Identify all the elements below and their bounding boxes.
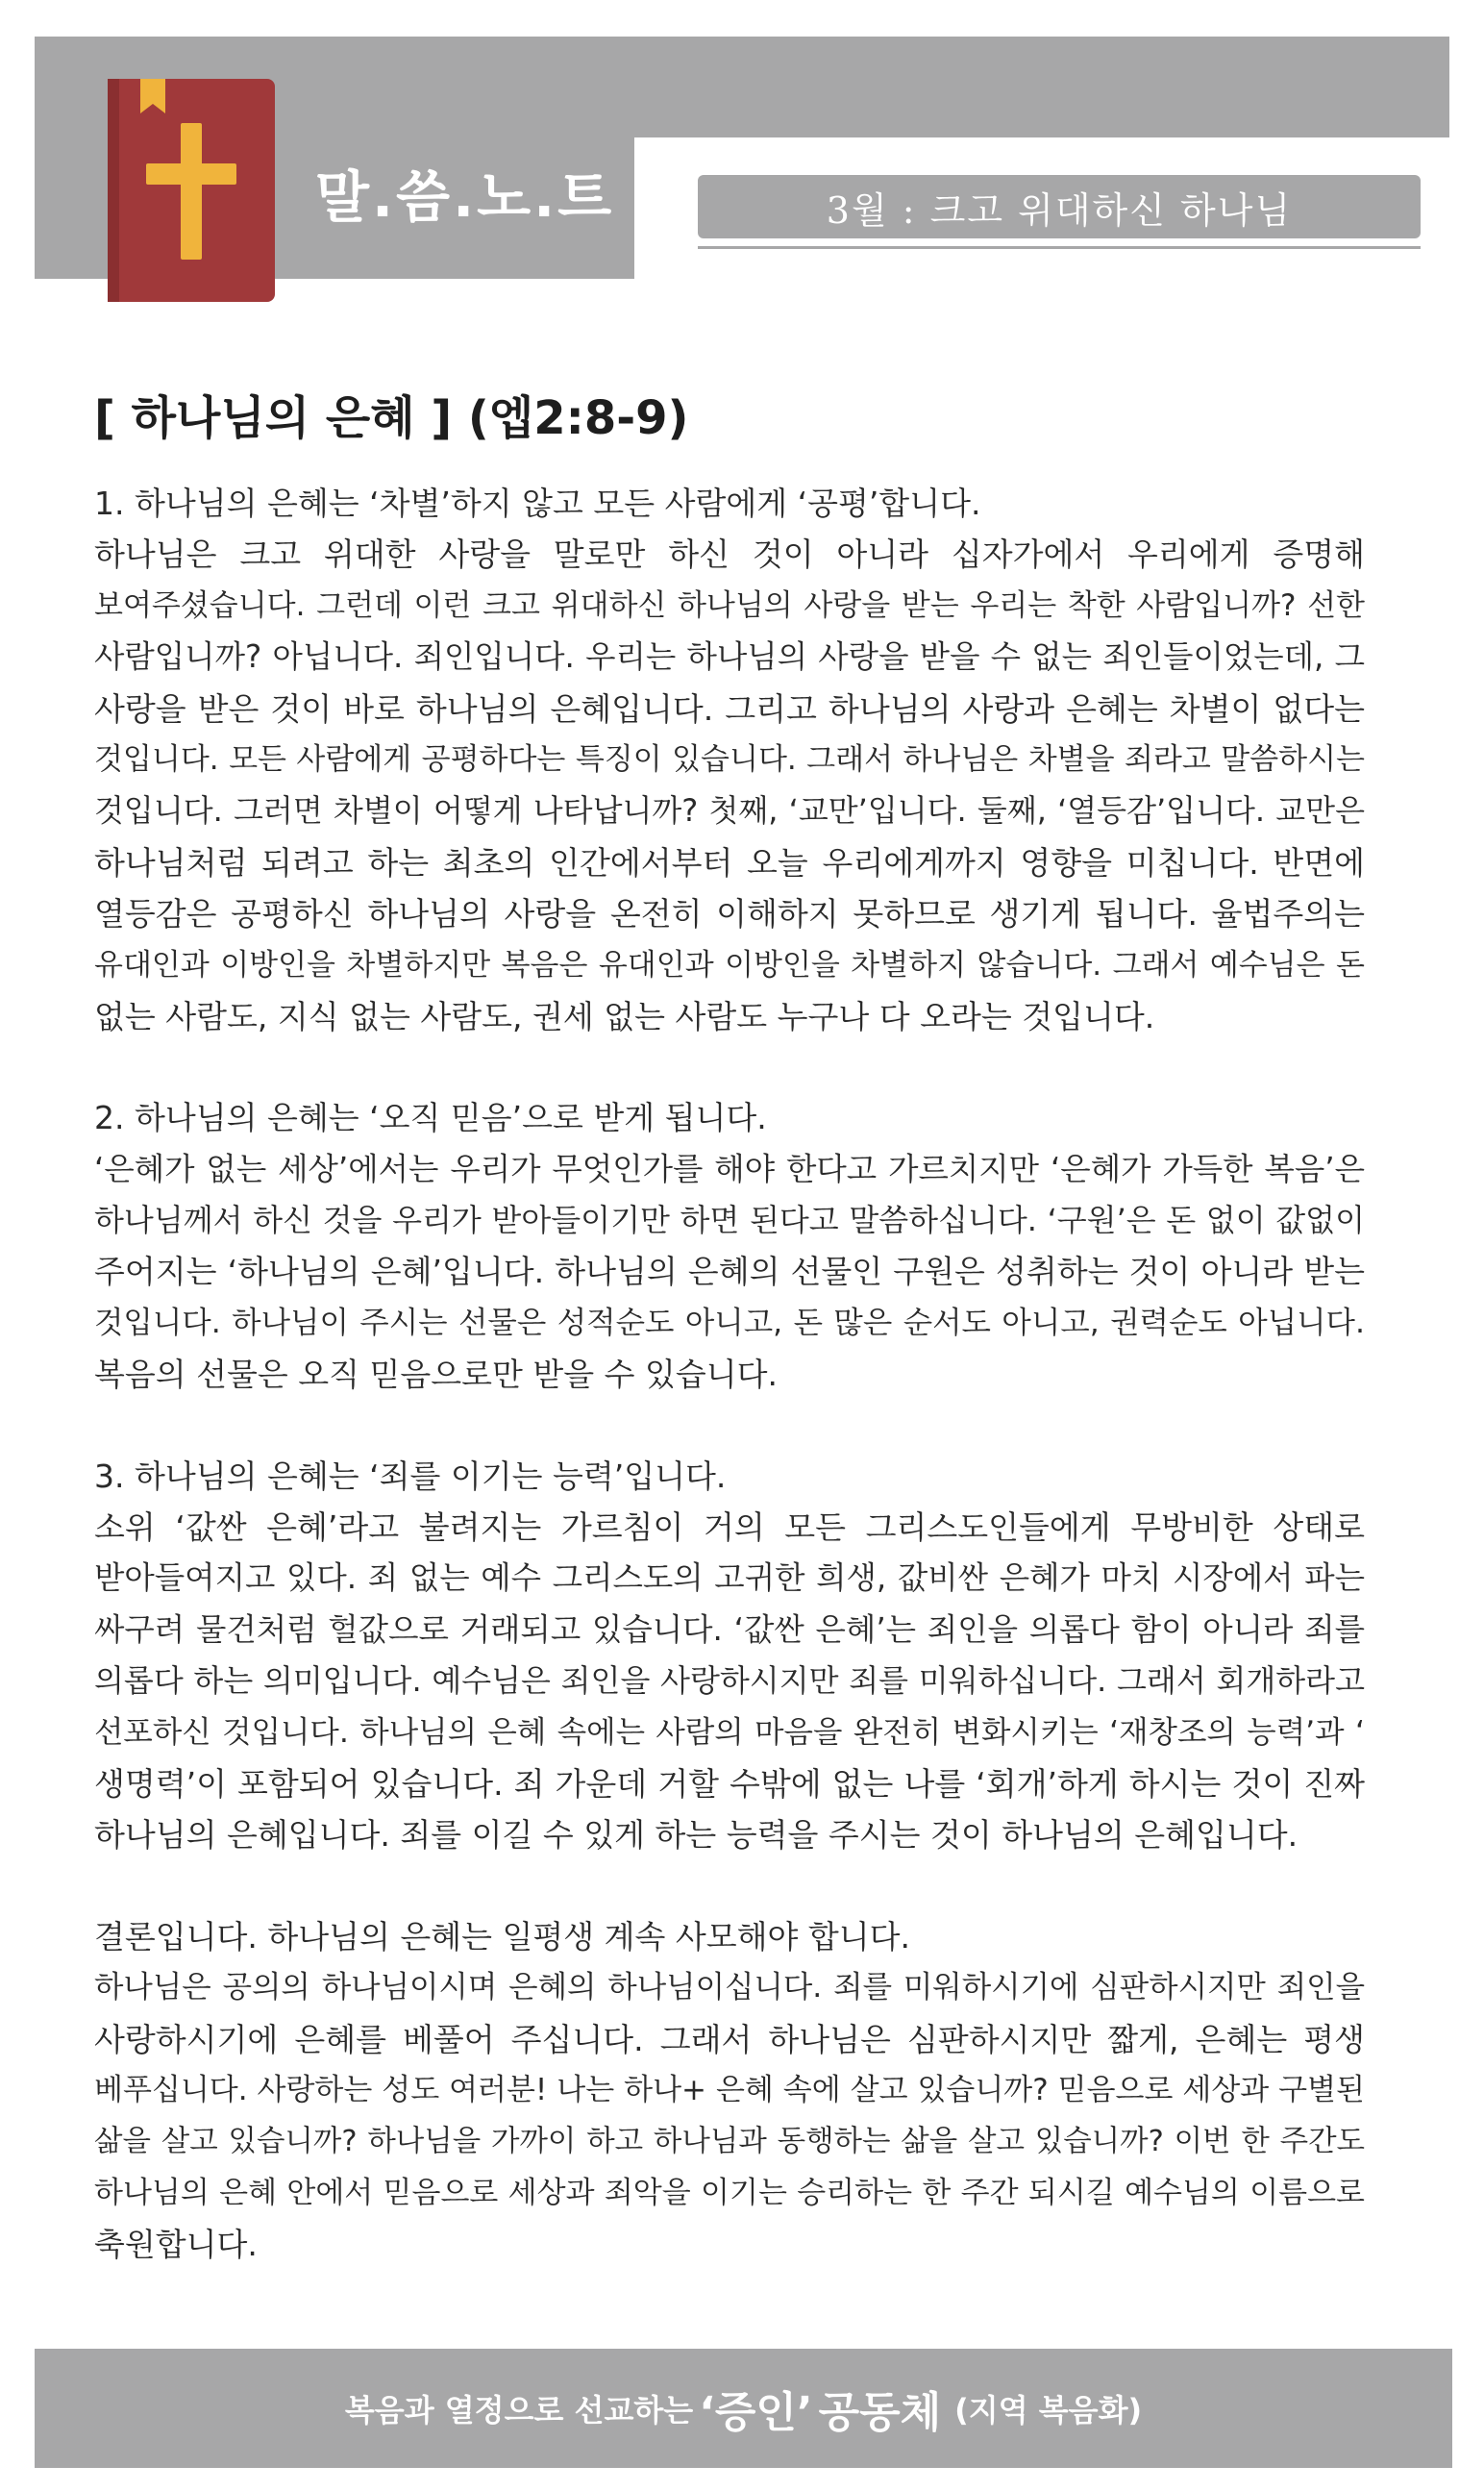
sermon-title: [ 하나님의 은혜 ] (엡2:8-9) [94, 391, 689, 445]
section-heading: 결론입니다. 하나님의 은혜는 일평생 계속 사모해야 합니다. [94, 1917, 910, 1955]
section-heading: 3. 하나님의 은혜는 ‘죄를 이기는 능력’입니다. [94, 1457, 727, 1495]
section-1 [94, 478, 1365, 1042]
body-line: 열등감은 공평하신 하나님의 사랑을 온전히 이해하지 못하므로 생기게 됩니다. 율법주의는 [94, 895, 1365, 934]
body-line: 하나님의 은혜입니다. 죄를 이길 수 있게 하는 능력을 주시는 것이 하나님의 은혜입니다. [94, 1816, 1298, 1855]
month-theme-underline [698, 246, 1421, 249]
body-line: 하나님은 공의의 하나님이시며 은혜의 하나님이십니다. 죄를 미워하시기에 심판하시지만 죄인을 [94, 1970, 1365, 2005]
body-line: 생명력’이 포함되어 있습니다. 죄 가운데 거할 수밖에 없는 나를 ‘회개’하게 하시는 것이 진짜 [94, 1764, 1365, 1803]
body-line: 받아들여지고 있다. 죄 없는 예수 그리스도의 고귀한 희생, 값비싼 은혜가 마치 시장에서 파는 [94, 1559, 1365, 1597]
body-line: 것입니다. 모든 사람에게 공평하다는 특징이 있습니다. 그래서 하나님은 차별을 죄라고 말씀하시는 [94, 741, 1365, 777]
footer-prefix: 복음과 열정으로 선교하는 [344, 2392, 694, 2429]
body-line: 하나님의 은혜 안에서 믿음으로 세상과 죄악을 이기는 승리하는 한 주간 되시길 예수님의 이름으로 [94, 2175, 1365, 2210]
body-line: 싸구려 물건처럼 헐값으로 거래되고 있습니다. ‘값싼 은혜’는 죄인을 의롭다 함이 아니라 죄를 [94, 1610, 1365, 1648]
body-line: 하나님은 크고 위대한 사랑을 말로만 하신 것이 아니라 십자가에서 우리에게 증명해 [94, 536, 1365, 574]
bible-cross-icon [108, 79, 275, 302]
conclusion [94, 1911, 1365, 2271]
body-line: 사람입니까? 아닙니다. 죄인입니다. 우리는 하나님의 사랑을 받을 수 없는 죄인들이었는데, 그 [94, 638, 1365, 676]
body-line: 유대인과 이방인을 차별하지만 복음은 유대인과 이방인을 차별하지 않습니다. 그래서 예수님은 돈 [94, 947, 1365, 983]
footer-emphasis: ‘증인’ [699, 2388, 813, 2437]
body-line: 의롭다 하는 의미입니다. 예수님은 죄인을 사랑하시지만 죄를 미워하십니다. 그래서 회개하라고 [94, 1662, 1365, 1700]
month-theme-text: 3월 : 크고 위대하신 하나님 [826, 188, 1293, 232]
footer-middle: 공동체 [818, 2388, 942, 2437]
body-line: 사랑하시기에 은혜를 베풀어 주십니다. 그래서 하나님은 심판하시지만 짧게, 은혜는 평생 [94, 2020, 1365, 2058]
body-line: 복음의 선물은 오직 믿음으로만 받을 수 있습니다. [94, 1356, 778, 1394]
body-line: 보여주셨습니다. 그런데 이런 크고 위대하신 하나님의 사랑을 받는 우리는 착한 사람입니까? 선한 [94, 587, 1365, 623]
body-line: 소위 ‘값싼 은혜’라고 불려지는 가르침이 거의 모든 그리스도인들에게 무방비한 상태로 [94, 1508, 1365, 1547]
section-2 [94, 1092, 1365, 1400]
body-line: 주어지는 ‘하나님의 은혜’입니다. 하나님의 은혜의 선물인 구원은 성취하는 것이 아니라 받는 [94, 1253, 1365, 1291]
body-line: 사랑을 받은 것이 바로 하나님의 은혜입니다. 그리고 하나님의 사랑과 은혜는 차별이 없다는 [94, 689, 1365, 728]
footer-suffix: (지역 복음화) [954, 2392, 1143, 2429]
month-theme-box [698, 175, 1421, 238]
section-heading: 1. 하나님의 은혜는 ‘차별’하지 않고 모든 사람에게 ‘공평’합니다. [94, 485, 981, 522]
body-line: 선포하신 것입니다. 하나님의 은혜 속에는 사람의 마음을 완전히 변화시키는 ‘재창조의 능력’과 ‘ [94, 1714, 1365, 1750]
body-line: 축원합니다. [94, 2226, 258, 2264]
brand-title: 말.씀.노.트 [315, 164, 615, 230]
body-line: 없는 사람도, 지식 없는 사람도, 권세 없는 사람도 누구나 다 오라는 것입니다. [94, 997, 1155, 1035]
body-line: 하나님께서 하신 것을 우리가 받아들이기만 하면 된다고 말씀하십니다. ‘구원’은 돈 없이 값없이 [94, 1202, 1365, 1239]
body-line: 삶을 살고 있습니까? 하나님을 가까이 하고 하나님과 동행하는 삶을 살고 있습니까? 이번 한 주간도 [94, 2125, 1365, 2159]
footer-bar [35, 2349, 1452, 2468]
section-heading: 2. 하나님의 은혜는 ‘오직 믿음’으로 받게 됩니다. [94, 1099, 767, 1137]
body-line: 것입니다. 하나님이 주시는 선물은 성적순도 아니고, 돈 많은 순서도 아니고, 권력순도 아닙니다. [94, 1305, 1365, 1340]
section-3 [94, 1451, 1365, 1861]
body-line: ‘은혜가 없는 세상’에서는 우리가 무엇인가를 해야 한다고 가르치지만 ‘은혜가 가득한 복음’은 [94, 1150, 1365, 1187]
sermon-body [94, 478, 1365, 2321]
body-line: 하나님처럼 되려고 하는 최초의 인간에서부터 오늘 우리에게까지 영향을 미칩니다. 반면에 [94, 843, 1365, 882]
body-line: 베푸십니다. 사랑하는 성도 여러분! 나는 하나+ 은혜 속에 살고 있습니까? 믿음으로 세상과 구별된 [94, 2072, 1365, 2107]
body-line: 것입니다. 그러면 차별이 어떻게 나타납니까? 첫째, ‘교만’입니다. 둘째, ‘열등감’입니다. 교만은 [94, 792, 1365, 830]
